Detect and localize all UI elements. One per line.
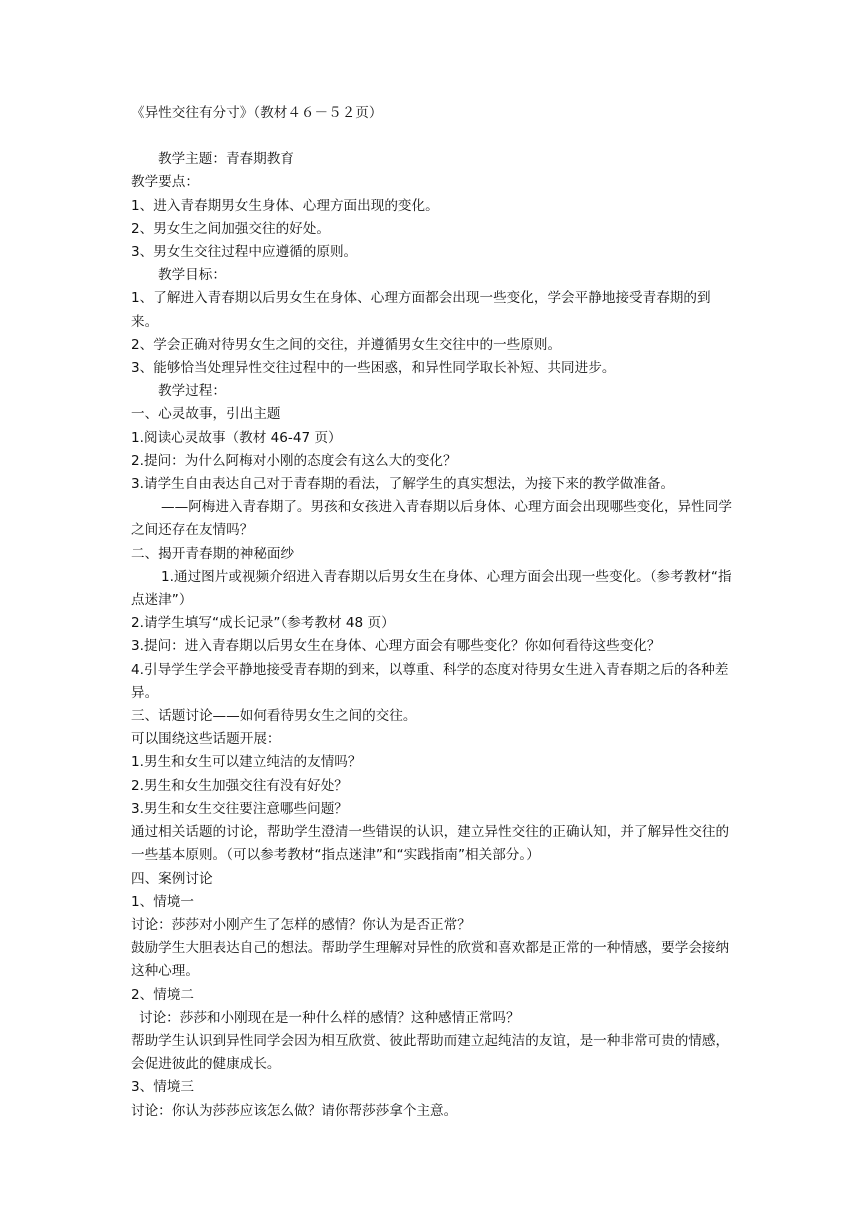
- section-item: 1.男生和女生可以建立纯洁的友情吗？: [131, 754, 362, 771]
- case-answer: 帮助学生认识到异性同学会因为相互欣赏、彼此帮助而建立起纯洁的友谊，是一种非常可贵的情感，会促进彼此的健康成长。: [131, 1032, 730, 1073]
- section-heading: 三、话题讨论——如何看待男女生之间的交往。: [131, 708, 417, 725]
- case-label: 3、情境三: [131, 1079, 195, 1096]
- section-item: 3.请学生自由表达自己对于青春期的看法，了解学生的真实想法，为接下来的教学做准备。: [131, 476, 675, 493]
- document-body: [131, 102, 737, 1123]
- key-point: 1、进入青春期男女生身体、心理方面出现的变化。: [131, 197, 439, 214]
- section-heading: 二、揭开青春期的神秘面纱: [131, 545, 295, 562]
- case-label: 1、情境一: [131, 893, 195, 910]
- section-note: ——阿梅进入青春期了。男孩和女孩进入青春期以后身体、心理方面会出现哪些变化，异性同学之间还存在友情吗？: [131, 499, 732, 539]
- case-question: 讨论：你认为莎莎应该怎么做？请你帮莎莎拿个主意。: [131, 1102, 458, 1119]
- section-heading: 一、心灵故事，引出主题: [131, 406, 281, 423]
- case-question: 讨论：莎莎和小刚现在是一种什么样的感情？这种感情正常吗？: [139, 1009, 520, 1026]
- section-item: 3.男生和女生交往要注意哪些问题？: [131, 800, 348, 817]
- section-summary: 通过相关话题的讨论，帮助学生澄清一些错误的认识，建立异性交往的正确认知，并了解异性交往的一些基本原则。（可以参考教材“指点迷津”和“实践指南”相关部分。）: [131, 824, 730, 864]
- case-answer: 鼓励学生大胆表达自己的想法。帮助学生理解对异性的欣赏和喜欢都是正常的一种情感，要学会接纳这种心理。: [131, 940, 730, 980]
- section-item: 3.提问：进入青春期以后男女生在身体、心理方面会有哪些变化？你如何看待这些变化？: [131, 638, 661, 655]
- section-item: 2.提问：为什么阿梅对小刚的态度会有这么大的变化？: [131, 452, 457, 469]
- document-title: 《异性交往有分寸》（教材４６－５２页）: [131, 105, 383, 121]
- case-label: 2、情境二: [131, 986, 195, 1003]
- goal-item: 2、学会正确对待男女生之间的交往，并遵循男女生交往中的一些原则。: [131, 336, 562, 353]
- section-intro: 可以围绕这些话题开展：: [131, 731, 281, 748]
- section-item: 2.男生和女生加强交往有没有好处？: [131, 777, 348, 794]
- teaching-theme: 教学主题：青春期教育: [158, 151, 294, 168]
- goal-item: 3、能够恰当处理异性交往过程中的一些困惑，和异性同学取长补短、共同进步。: [131, 360, 616, 377]
- goals-heading: 教学目标：: [158, 267, 226, 284]
- section-item: 1.通过图片或视频介绍进入青春期以后男女生在身体、心理方面会出现一些变化。（参考教材“指点迷津”）: [131, 568, 732, 609]
- section-item: 2.请学生填写“成长记录”（参考教材 48 页）: [131, 615, 395, 632]
- section-heading: 四、案例讨论: [131, 870, 213, 887]
- case-question: 讨论：莎莎对小刚产生了怎样的感情？你认为是否正常？: [131, 916, 471, 933]
- key-point: 2、男女生之间加强交往的好处。: [131, 220, 330, 237]
- process-heading: 教学过程：: [158, 383, 226, 400]
- section-item: 1.阅读心灵故事（教材 46-47 页）: [131, 429, 342, 446]
- key-points-heading: 教学要点：: [131, 174, 199, 191]
- key-point: 3、男女生交往过程中应遵循的原则。: [131, 244, 358, 261]
- section-item: 4.引导学生学会平静地接受青春期的到来，以尊重、科学的态度对待男女生进入青春期之后的各种差异。: [131, 661, 729, 701]
- goal-item: 1、了解进入青春期以后男女生在身体、心理方面都会出现一些变化，学会平静地接受青春期的到来。: [131, 290, 711, 330]
